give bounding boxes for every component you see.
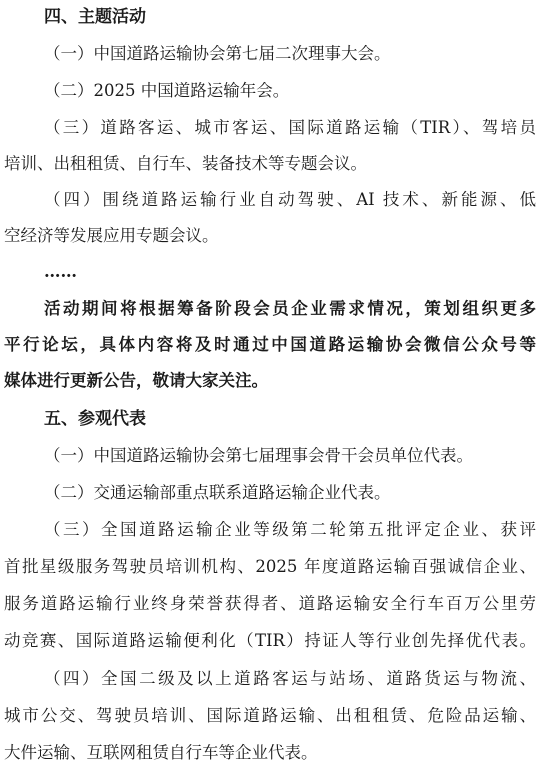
- list-item-continuation: 培训、出租租赁、自行车、装备技术等专题会议。: [4, 154, 367, 173]
- list-item-continuation: 首批星级服务驾驶员培训机构、2025 年度道路运输百强诚信企业、: [4, 557, 536, 576]
- list-item-continuation: 服务道路运输行业终身荣誉获得者、道路运输安全行车百万公里劳: [4, 594, 536, 613]
- notice-paragraph-line: 媒体进行更新公告，敬请大家关注。: [4, 371, 268, 390]
- ellipsis: ……: [44, 262, 77, 281]
- notice-paragraph-line: 活动期间将根据筹备阶段会员企业需求情况，策划组织更多: [44, 299, 536, 318]
- list-item: （一）中国道路运输协会第七届理事会骨干会员单位代表。: [44, 446, 473, 465]
- list-item: （四）围绕道路运输行业自动驾驶、AI 技术、新能源、低: [44, 190, 536, 209]
- list-item-continuation: 动竞赛、国际道路运输便利化（TIR）持证人等行业创先择优代表。: [4, 631, 536, 650]
- list-item: （二）交通运输部重点联系道路运输企业代表。: [44, 483, 391, 502]
- list-item: （一）中国道路运输协会第七届二次理事大会。: [44, 44, 391, 63]
- list-item: （二）2025 中国道路运输年会。: [44, 81, 290, 100]
- list-item: （四）全国二级及以上道路客运与站场、道路货运与物流、: [44, 669, 536, 688]
- notice-paragraph-line: 平行论坛，具体内容将及时通过中国道路运输协会微信公众号等: [4, 335, 536, 354]
- section-heading-delegates: 五、参观代表: [44, 409, 146, 429]
- list-item: （三）道路客运、城市客运、国际道路运输（TIR）、驾培员: [44, 118, 536, 137]
- section-heading-themes: 四、主题活动: [44, 7, 146, 27]
- list-item-continuation: 城市公交、驾驶员培训、国际道路运输、出租租赁、危险品运输、: [4, 706, 536, 725]
- list-item: （三）全国道路运输企业等级第二轮第五批评定企业、获评: [44, 520, 536, 539]
- list-item-continuation: 空经济等发展应用专题会议。: [4, 226, 219, 245]
- list-item-continuation: 大件运输、互联网租赁自行车等企业代表。: [4, 743, 318, 762]
